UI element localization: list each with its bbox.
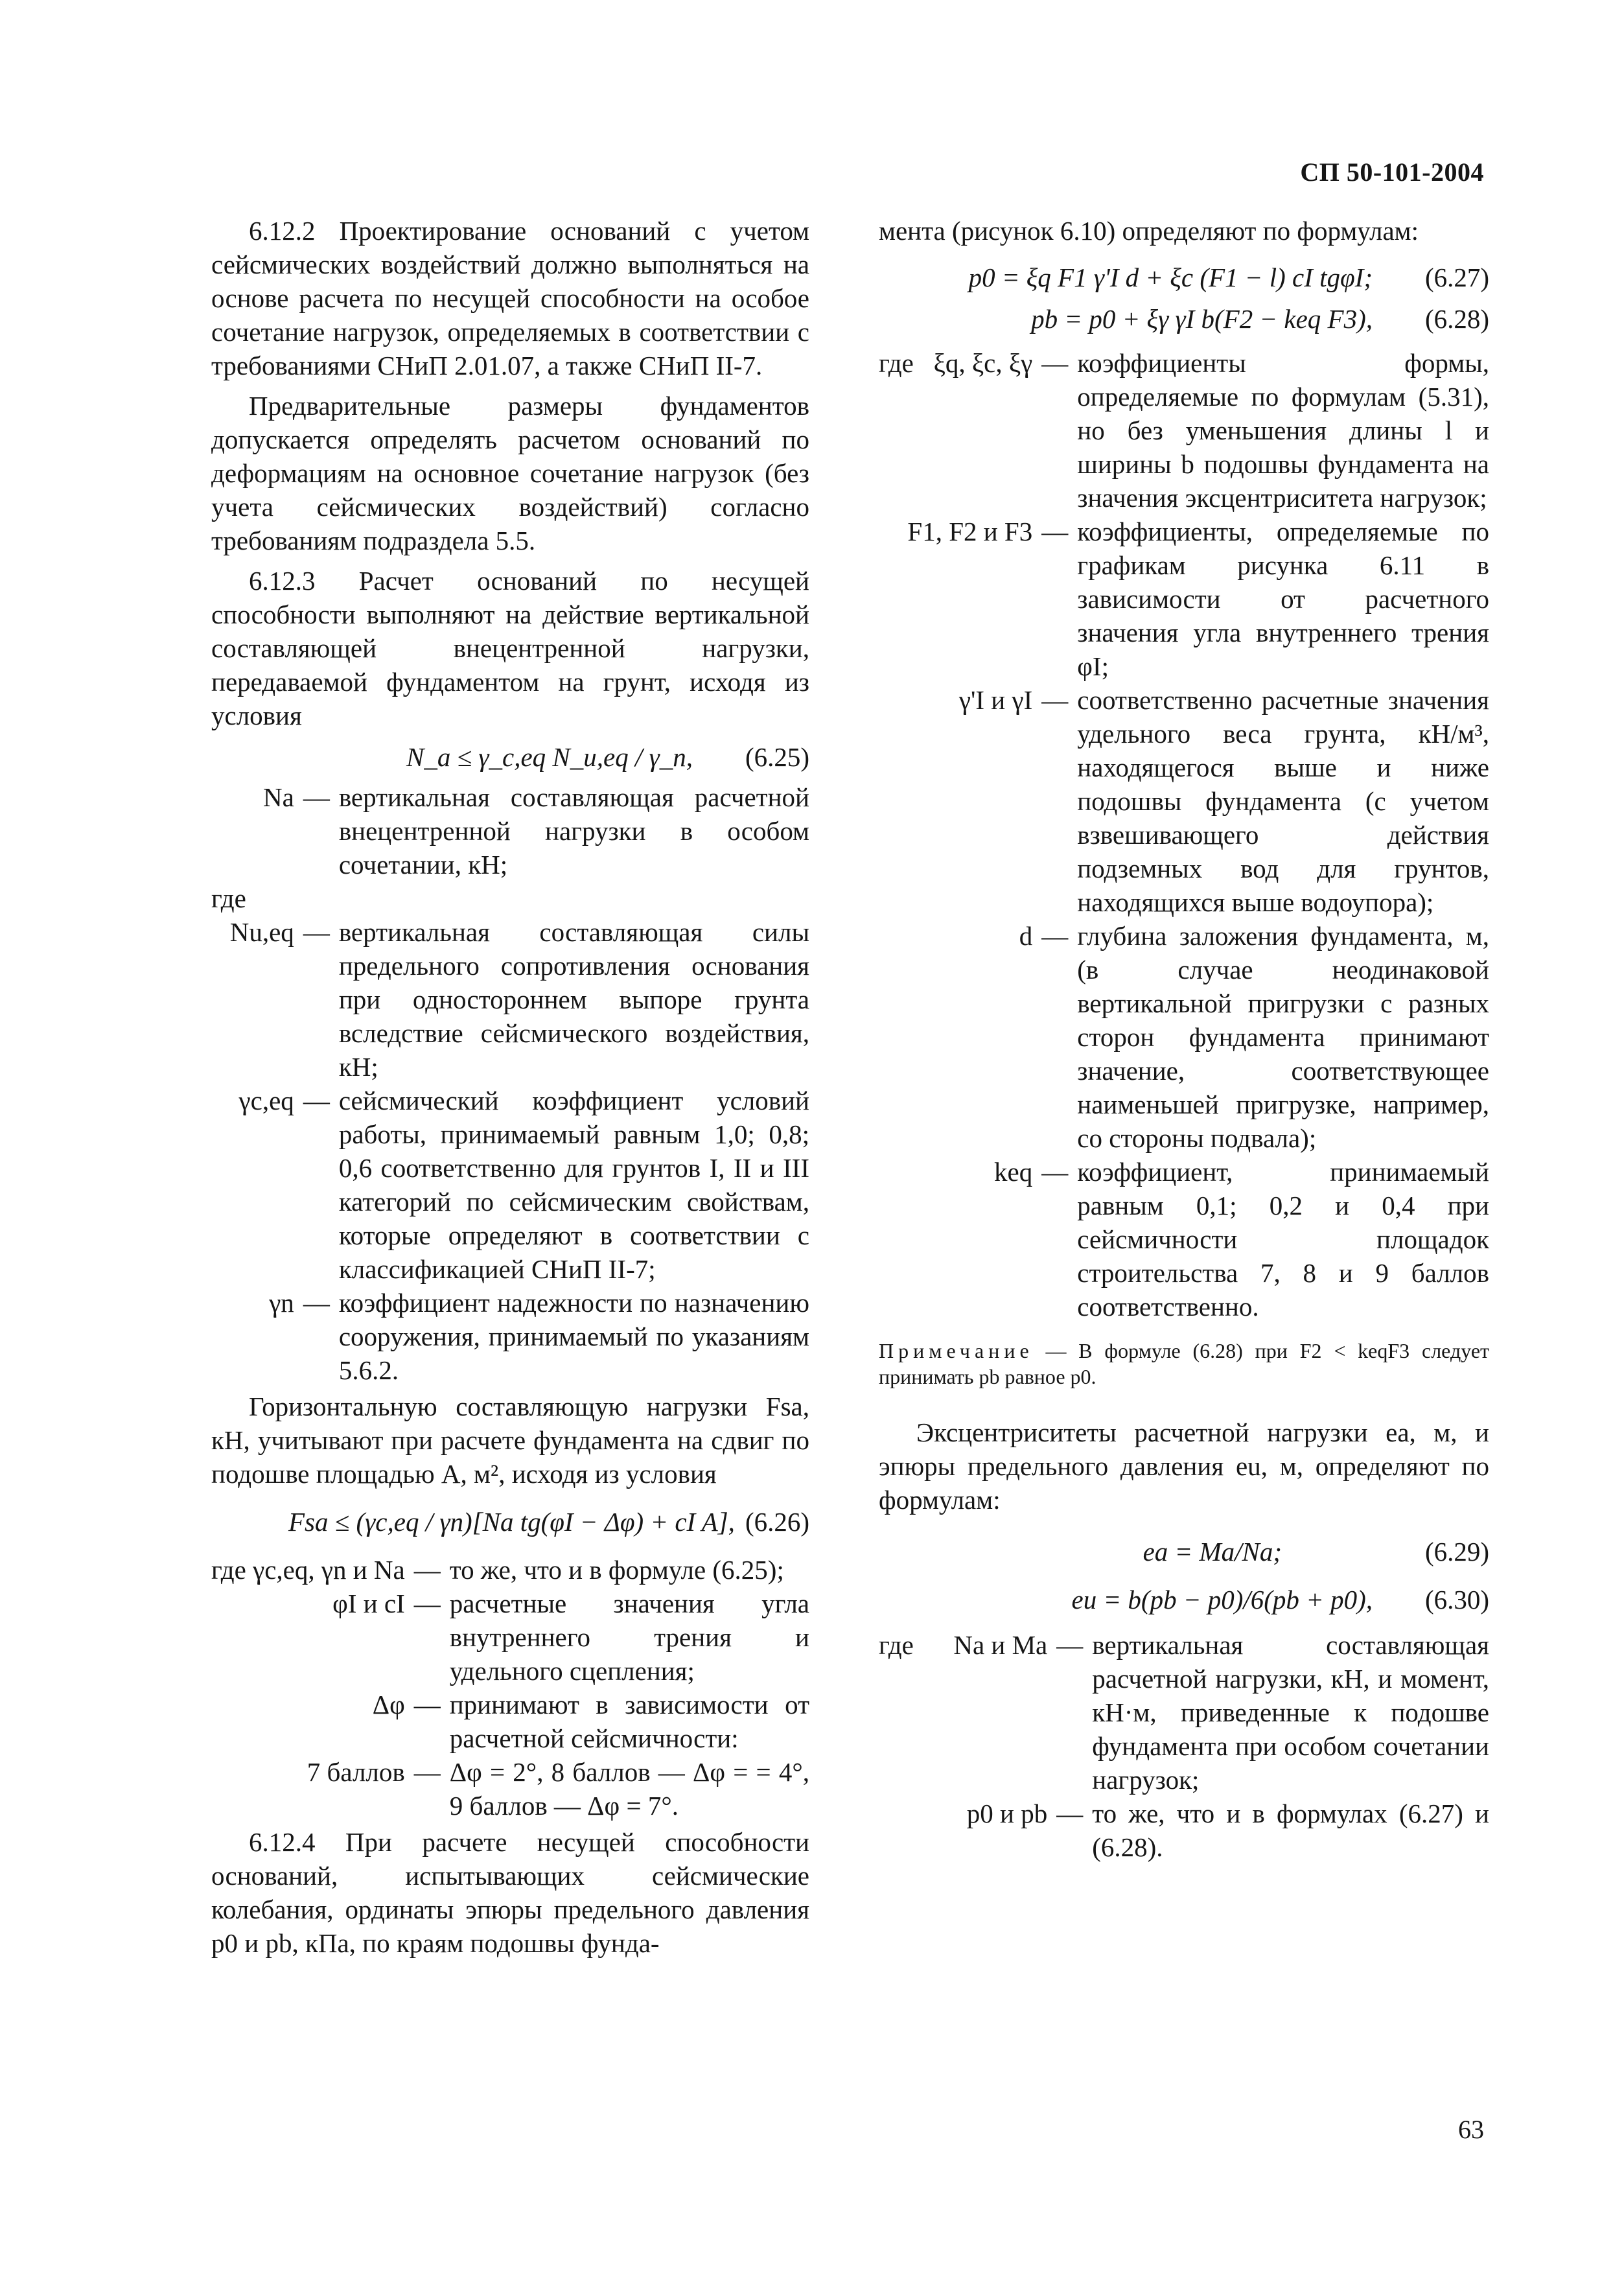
formula-6-28 <box>879 302 1489 336</box>
page-number: 63 <box>1458 2115 1484 2144</box>
def-text: вертикальная составляющая силы предельного сопротивления основания при одностороннем выпоре грунта вследствие сейсмического воздействия, кН; <box>338 917 809 1082</box>
where-label: где <box>211 1555 246 1585</box>
def-term: γc,eq <box>238 1086 294 1115</box>
left-column <box>211 214 809 1960</box>
formula-6-28-expression: pb = p0 + ξγ γI b(F2 − keq F3), <box>1031 304 1373 334</box>
def-term: ξq, ξc, ξγ <box>933 348 1033 378</box>
def-text: коэффициенты, определяемые по графикам рисунка 6.11 в зависимости от расчетного значения угла внутреннего трения φI; <box>1077 517 1489 681</box>
formula-6-30-expression: eu = b(pb − p0)/6(pb + p0), <box>1071 1585 1373 1614</box>
formula-6-25 <box>211 740 809 774</box>
formula-6-25-number: (6.25) <box>745 742 809 772</box>
definitions-6-26: где γc,eq, γn и Na — то же, что и в формуле (6.25); φI и cI — расчетные значения угла внутреннего трения и удельного сцепления; Δφ — принимают в зависимости от расчетной сейсмичности: 7 баллов — Δφ = 2°, 8 баллов — Δφ = = 4°, 9 баллов — Δφ = 7°. <box>211 1553 809 1823</box>
note-text: — В формуле (6.28) при F2 < keqF3 следует принимать pb равное p0. <box>879 1339 1489 1388</box>
def-term: Δφ <box>372 1690 405 1719</box>
formula-6-30-number: (6.30) <box>1424 1585 1489 1614</box>
where-label: где <box>879 1630 914 1660</box>
paragraph-6-12-2: 6.12.2 Проектирование оснований с учетом сейсмических воздействий должно выполняться на основе расчета по несущей способности на особое сочетание нагрузок, определяемых в соответствии с требованиями СНиП 2.01.07, а также СНиП II-7. <box>211 216 809 380</box>
formula-6-27-expression: p0 = ξq F1 γ'I d + ξc (F1 − l) cI tgφI; <box>968 262 1373 292</box>
paragraph-continued: мента (рисунок 6.10) определяют по формулам: <box>879 216 1419 246</box>
definitions-6-27: где ξq, ξc, ξγ — коэффициенты формы, определяемые по формулам (5.31), но без уменьшения длины l и ширины b подошвы фундамента на значения эксцентриситета нагрузок; F1, F2 и F3 — коэффициенты, определяемые по графикам рисунка 6.11 в зависимости от расчетного значения угла внутреннего трения φI; γ'I и γI — соответственно расчетные значения удельного веса грунта, кН/м³, находящегося выше и ниже подошвы фундамента (с учетом взвешивающего действия подземных вод для грунтов, находящихся выше водоупора); d — глубина заложения фундамента, м, (в случае неодинаковой вертикальной пригрузки с разных сторон фундамента принимают значение, соответствующее наименьшей пригрузке, например, со стороны подвала); keq — коэффициент, принимаемый равным 0,1; 0,2 и 0,4 при сейсмичности площадок строительства 7, 8 и 9 баллов соответственно. <box>879 346 1489 1323</box>
paragraph-6-12-3: 6.12.3 Расчет оснований по несущей способности выполняют на действие вертикальной составляющей внецентренной нагрузки, передаваемой фундаментом на грунт, исходя из условия <box>211 566 809 730</box>
paragraph-preliminary-sizes: Предварительные размеры фундаментов допускается определять расчетом оснований по деформациям на основное сочетание нагрузок (без учета сейсмических воздействий) согласно требованиям подраздела 5.5. <box>211 391 809 555</box>
def-term: Nu,eq <box>229 917 294 947</box>
def-term: γn <box>269 1288 294 1318</box>
formula-6-29 <box>879 1535 1489 1568</box>
formula-6-28-number: (6.28) <box>1424 304 1489 334</box>
formula-6-26-expression: Fsa ≤ (γc,eq / γn)[Na tg(φI − Δφ) + cI A], <box>288 1507 735 1537</box>
def-text: вертикальная составляющая расчетной внецентренной нагрузки в особом сочетании, кН; <box>338 782 809 880</box>
def-text: вертикальная составляющая расчетной нагрузки, кН, и момент, кН·м, приведенные к подошве фундамента при особом сочетании нагрузок; <box>1092 1630 1489 1795</box>
document-code-header: СП 50-101-2004 <box>1300 157 1484 187</box>
def-term: Na <box>263 782 294 812</box>
formula-6-27 <box>879 261 1489 294</box>
def-text: Δφ = 2°, 8 баллов — Δφ = = 4°, 9 баллов — Δφ = 7°. <box>449 1757 809 1821</box>
def-text: коэффициент, принимаемый равным 0,1; 0,2 и 0,4 при сейсмичности площадок строительства 7, 8 и 9 баллов соответственно. <box>1077 1157 1489 1322</box>
definitions-6-29: где Na и Ma — вертикальная составляющая расчетной нагрузки, кН, и момент, кН·м, приведенные к подошве фундамента при особом сочетании нагрузок; p0 и pb — то же, что и в формулах (6.27) и (6.28). <box>879 1628 1489 1864</box>
def-text: глубина заложения фундамента, м, (в случае неодинаковой вертикальной пригрузки с разных сторон фундамента принимают значение, соответствующее наименьшей пригрузке, например, со стороны подвала); <box>1077 921 1489 1153</box>
where-label: где <box>879 348 914 378</box>
note <box>879 1338 1489 1390</box>
paragraph-horizontal-load: Горизонтальную составляющую нагрузки Fsa, кН, учитывают при расчете фундамента на сдвиг по подошве площадью A, м², исходя из условия <box>211 1392 809 1489</box>
def-text: расчетные значения угла внутреннего трения и удельного сцепления; <box>449 1589 809 1686</box>
note-label: Примечание <box>879 1339 1034 1362</box>
def-term: p0 и pb <box>966 1799 1048 1828</box>
formula-6-29-expression: ea = Ma/Na; <box>1143 1537 1282 1567</box>
right-column <box>879 214 1489 1867</box>
def-text: коэффициент надежности по назначению сооружения, принимаемый по указаниям 5.6.2. <box>338 1288 809 1385</box>
def-text: коэффициенты формы, определяемые по формулам (5.31), но без уменьшения длины l и ширины b подошвы фундамента на значения эксцентриситета нагрузок; <box>1077 348 1489 513</box>
def-text: принимают в зависимости от расчетной сейсмичности: <box>449 1690 809 1753</box>
def-term: F1, F2 и F3 <box>907 517 1033 546</box>
def-text: то же, что и в формулах (6.27) и (6.28). <box>1092 1799 1489 1862</box>
formula-6-26 <box>211 1505 809 1539</box>
def-term: keq <box>994 1157 1033 1187</box>
formula-6-30 <box>879 1583 1489 1616</box>
where-label: где <box>211 883 246 913</box>
def-term: d <box>1019 921 1033 951</box>
def-term: γ'I и γI <box>958 685 1033 715</box>
formula-6-25-expression: N_a ≤ γ_c,eq N_u,eq / γ_n, <box>406 742 693 772</box>
paragraph-6-12-4: 6.12.4 При расчете несущей способности оснований, испытывающих сейсмические колебания, ординаты эпюры предельного давления p0 и pb, кПа, по краям подошвы фунда- <box>211 1827 809 1958</box>
def-term: γc,eq, γn и Na <box>253 1555 405 1585</box>
formula-6-27-number: (6.27) <box>1424 262 1489 292</box>
formula-6-29-number: (6.29) <box>1424 1537 1489 1567</box>
def-text: сейсмический коэффициент условий работы, принимаемый равным 1,0; 0,8; 0,6 соответственно для грунтов I, II и III категорий по сейсмическим свойствам, которые определяют в соответствии с классификацией СНиП II-7; <box>338 1086 809 1284</box>
formula-6-26-number: (6.26) <box>745 1507 809 1537</box>
paragraph-eccentricities: Эксцентриситеты расчетной нагрузки ea, м, и эпюры предельного давления eu, м, определяют по формулам: <box>879 1417 1489 1515</box>
def-term: φI и cI <box>332 1589 405 1618</box>
def-term: 7 баллов <box>307 1757 405 1787</box>
definitions-6-25: где Na — вертикальная составляющая расчетной внецентренной нагрузки в особом сочетании, кН; Nu,eq — вертикальная составляющая силы предельного сопротивления основания при одностороннем выпоре грунта вследствие сейсмического воздействия, кН; γc,eq — сейсмический коэффициент условий работы, принимаемый равным 1,0; 0,8; 0,6 соответственно для грунтов I, II и III категорий по сейсмическим свойствам, которые определяют в соответствии с классификацией СНиП II-7; γn — коэффициент надежности по назначению сооружения, принимаемый по указаниям 5.6.2. <box>211 780 809 1387</box>
def-term: Na и Ma <box>953 1630 1048 1660</box>
def-text: то же, что и в формуле (6.25); <box>449 1555 784 1585</box>
def-text: соответственно расчетные значения удельного веса грунта, кН/м³, находящегося выше и ниже подошвы фундамента (с учетом взвешивающего действия подземных вод для грунтов, находящихся выше водоупора); <box>1077 685 1489 917</box>
